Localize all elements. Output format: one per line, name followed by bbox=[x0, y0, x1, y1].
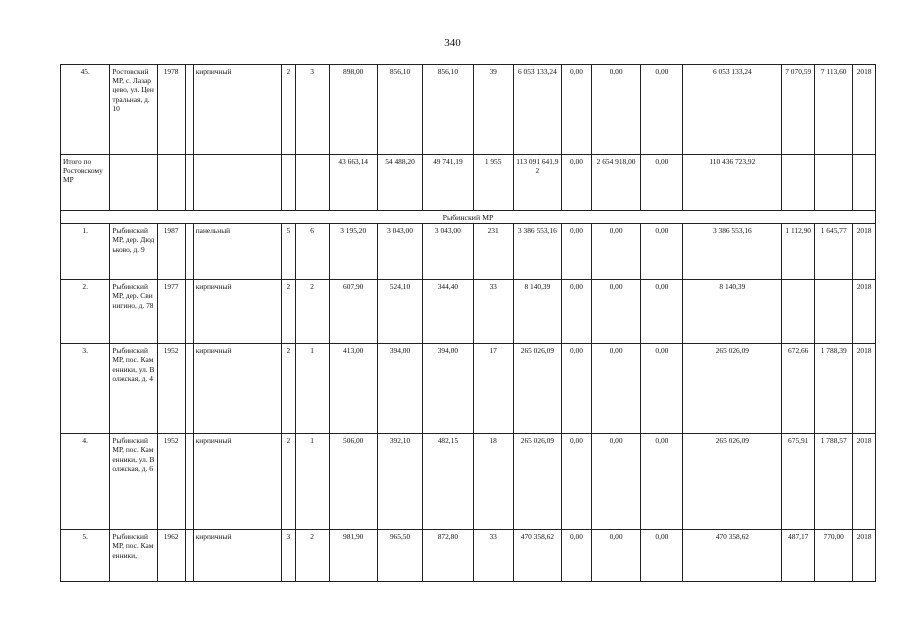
cost-total-cell: 265 026,09 bbox=[513, 344, 561, 434]
limit-cost-cell: 1 788,57 bbox=[815, 434, 853, 530]
fund-a-cell: 0,00 bbox=[562, 344, 592, 434]
fund-d-cell: 470 358,62 bbox=[683, 530, 782, 582]
table-row bbox=[61, 530, 876, 582]
row-number: 5. bbox=[61, 530, 110, 582]
blank-cell bbox=[185, 434, 193, 530]
address-cell: Рыбинский МР, пос. Каменники, bbox=[110, 530, 157, 582]
empty-cell bbox=[853, 155, 876, 211]
area-total-cell: 413,00 bbox=[329, 344, 377, 434]
row-number: 3. bbox=[61, 344, 110, 434]
residents-cell: 39 bbox=[473, 65, 513, 155]
fund-a-cell: 0,00 bbox=[562, 65, 592, 155]
fund-a-cell: 0,00 bbox=[562, 155, 592, 211]
wall-material-cell: кирпичный bbox=[193, 434, 281, 530]
year-built-cell: 1978 bbox=[157, 65, 185, 155]
entrances-cell: 1 bbox=[295, 434, 329, 530]
limit-cost-cell: 1 645,77 bbox=[815, 224, 853, 280]
year-plan-cell: 2018 bbox=[853, 344, 876, 434]
empty-cell bbox=[295, 155, 329, 211]
fund-d-cell: 265 026,09 bbox=[683, 434, 782, 530]
spec-cost-cell: 675,91 bbox=[782, 434, 815, 530]
area-total-cell: 607,90 bbox=[329, 280, 377, 344]
spec-cost-cell: 7 070,59 bbox=[782, 65, 815, 155]
floors-cell: 2 bbox=[282, 65, 295, 155]
fund-b-cell: 0,00 bbox=[591, 224, 640, 280]
area-total-cell: 43 663,14 bbox=[329, 155, 377, 211]
area-b-cell: 344,40 bbox=[423, 280, 473, 344]
area-a-cell: 394,00 bbox=[377, 344, 422, 434]
row-number: 2. bbox=[61, 280, 110, 344]
fund-a-cell: 0,00 bbox=[562, 224, 592, 280]
limit-cost-cell: 1 788,39 bbox=[815, 344, 853, 434]
blank-cell bbox=[185, 280, 193, 344]
fund-c-cell: 0,00 bbox=[641, 344, 683, 434]
entrances-cell: 1 bbox=[295, 344, 329, 434]
floors-cell: 5 bbox=[282, 224, 295, 280]
spec-cost-cell: 1 112,90 bbox=[782, 224, 815, 280]
blank-cell bbox=[185, 344, 193, 434]
empty-cell bbox=[157, 155, 185, 211]
year-built-cell: 1952 bbox=[157, 344, 185, 434]
empty-cell bbox=[185, 155, 193, 211]
limit-cost-cell bbox=[815, 280, 853, 344]
year-plan-cell: 2018 bbox=[853, 65, 876, 155]
area-b-cell: 394,00 bbox=[423, 344, 473, 434]
wall-material-cell: панельный bbox=[193, 224, 281, 280]
year-built-cell: 1962 bbox=[157, 530, 185, 582]
area-total-cell: 898,00 bbox=[329, 65, 377, 155]
area-a-cell: 856,10 bbox=[377, 65, 422, 155]
residents-cell: 33 bbox=[473, 530, 513, 582]
limit-cost-cell: 7 113,60 bbox=[815, 65, 853, 155]
area-total-cell: 3 195,20 bbox=[329, 224, 377, 280]
floors-cell: 2 bbox=[282, 344, 295, 434]
fund-c-cell: 0,00 bbox=[641, 280, 683, 344]
entrances-cell: 2 bbox=[295, 280, 329, 344]
housing-registry-table bbox=[60, 64, 876, 582]
cost-total-cell: 113 091 641,92 bbox=[513, 155, 561, 211]
fund-d-cell: 8 140,39 bbox=[683, 280, 782, 344]
wall-material-cell: кирпичный bbox=[193, 530, 281, 582]
empty-cell bbox=[815, 155, 853, 211]
cost-total-cell: 6 053 133,24 bbox=[513, 65, 561, 155]
year-built-cell: 1952 bbox=[157, 434, 185, 530]
wall-material-cell: кирпичный bbox=[193, 280, 281, 344]
wall-material-cell: кирпичный bbox=[193, 65, 281, 155]
entrances-cell: 2 bbox=[295, 530, 329, 582]
fund-c-cell: 0,00 bbox=[641, 434, 683, 530]
year-built-cell: 1987 bbox=[157, 224, 185, 280]
empty-cell bbox=[282, 155, 295, 211]
area-total-cell: 981,90 bbox=[329, 530, 377, 582]
fund-b-cell: 0,00 bbox=[591, 530, 640, 582]
row-number: 1. bbox=[61, 224, 110, 280]
area-a-cell: 3 043,00 bbox=[377, 224, 422, 280]
fund-d-cell: 265 026,09 bbox=[683, 344, 782, 434]
address-cell: Рыбинский МР, дер. Дюдьково, д. 9 bbox=[110, 224, 157, 280]
residents-cell: 17 bbox=[473, 344, 513, 434]
empty-cell bbox=[110, 155, 157, 211]
entrances-cell: 3 bbox=[295, 65, 329, 155]
fund-c-cell: 0,00 bbox=[641, 65, 683, 155]
area-b-cell: 856,10 bbox=[423, 65, 473, 155]
section-row bbox=[61, 211, 876, 224]
address-cell: Рыбинский МР, пос. Каменники, ул. Волжская, д. 6 bbox=[110, 434, 157, 530]
year-plan-cell: 2018 bbox=[853, 224, 876, 280]
year-plan-cell: 2018 bbox=[853, 280, 876, 344]
fund-c-cell: 0,00 bbox=[641, 224, 683, 280]
floors-cell: 2 bbox=[282, 434, 295, 530]
fund-b-cell: 2 654 918,00 bbox=[591, 155, 640, 211]
residents-cell: 33 bbox=[473, 280, 513, 344]
fund-d-cell: 6 053 133,24 bbox=[683, 65, 782, 155]
residents-cell: 1 955 bbox=[473, 155, 513, 211]
address-cell: Рыбинский МР, дер. Свинигино, д. 78 bbox=[110, 280, 157, 344]
area-b-cell: 3 043,00 bbox=[423, 224, 473, 280]
table-row bbox=[61, 65, 876, 155]
area-a-cell: 524,10 bbox=[377, 280, 422, 344]
area-b-cell: 872,80 bbox=[423, 530, 473, 582]
fund-b-cell: 0,00 bbox=[591, 344, 640, 434]
address-cell: Рыбинский МР, пос. Каменники, ул. Волжская, д. 4 bbox=[110, 344, 157, 434]
blank-cell bbox=[185, 530, 193, 582]
residents-cell: 18 bbox=[473, 434, 513, 530]
fund-c-cell: 0,00 bbox=[641, 530, 683, 582]
blank-cell bbox=[185, 65, 193, 155]
empty-cell bbox=[193, 155, 281, 211]
fund-b-cell: 0,00 bbox=[591, 65, 640, 155]
blank-cell bbox=[185, 224, 193, 280]
fund-b-cell: 0,00 bbox=[591, 280, 640, 344]
area-total-cell: 506,00 bbox=[329, 434, 377, 530]
cost-total-cell: 265 026,09 bbox=[513, 434, 561, 530]
spec-cost-cell bbox=[782, 280, 815, 344]
cost-total-cell: 3 386 553,16 bbox=[513, 224, 561, 280]
total-label-cell: Итого по Ростовскому МР bbox=[61, 155, 110, 211]
total-row bbox=[61, 155, 876, 211]
floors-cell: 3 bbox=[282, 530, 295, 582]
fund-a-cell: 0,00 bbox=[562, 434, 592, 530]
limit-cost-cell: 770,00 bbox=[815, 530, 853, 582]
row-number: 4. bbox=[61, 434, 110, 530]
table-row bbox=[61, 224, 876, 280]
wall-material-cell: кирпичный bbox=[193, 344, 281, 434]
spec-cost-cell: 487,17 bbox=[782, 530, 815, 582]
year-built-cell: 1977 bbox=[157, 280, 185, 344]
fund-c-cell: 0,00 bbox=[641, 155, 683, 211]
section-title: Рыбинский МР bbox=[61, 211, 876, 224]
table-row bbox=[61, 280, 876, 344]
floors-cell: 2 bbox=[282, 280, 295, 344]
entrances-cell: 6 bbox=[295, 224, 329, 280]
year-plan-cell: 2018 bbox=[853, 530, 876, 582]
spec-cost-cell: 672,66 bbox=[782, 344, 815, 434]
page-number: 340 bbox=[444, 37, 461, 49]
row-number: 45. bbox=[61, 65, 110, 155]
table-row bbox=[61, 344, 876, 434]
fund-d-cell: 3 386 553,16 bbox=[683, 224, 782, 280]
area-a-cell: 392,10 bbox=[377, 434, 422, 530]
area-a-cell: 965,50 bbox=[377, 530, 422, 582]
area-a-cell: 54 488,20 bbox=[377, 155, 422, 211]
cost-total-cell: 8 140,39 bbox=[513, 280, 561, 344]
residents-cell: 231 bbox=[473, 224, 513, 280]
area-b-cell: 482,15 bbox=[423, 434, 473, 530]
address-cell: Ростовский МР, с. Лазарцево, ул. Центральная, д. 10 bbox=[110, 65, 157, 155]
empty-cell bbox=[782, 155, 815, 211]
area-b-cell: 49 741,19 bbox=[423, 155, 473, 211]
fund-d-cell: 110 436 723,92 bbox=[683, 155, 782, 211]
year-plan-cell: 2018 bbox=[853, 434, 876, 530]
fund-a-cell: 0,00 bbox=[562, 530, 592, 582]
fund-a-cell: 0,00 bbox=[562, 280, 592, 344]
cost-total-cell: 470 358,62 bbox=[513, 530, 561, 582]
table-row bbox=[61, 434, 876, 530]
fund-b-cell: 0,00 bbox=[591, 434, 640, 530]
